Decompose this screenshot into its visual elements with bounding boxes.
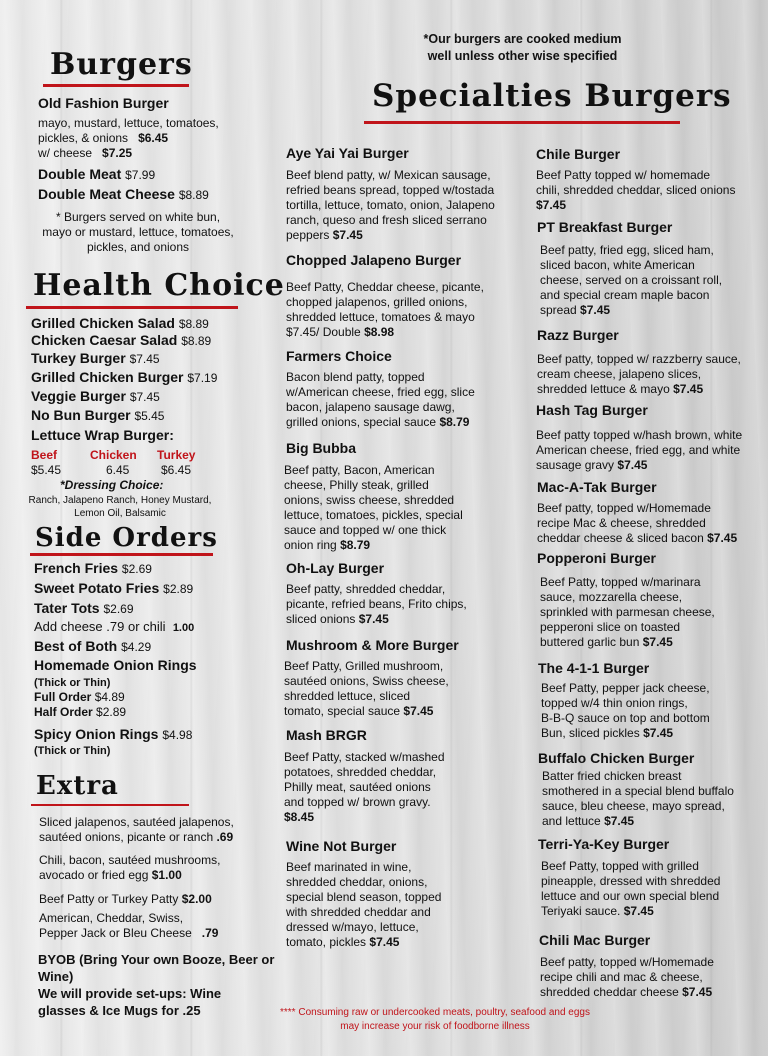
spicy-onion-sub: (Thick or Thin) bbox=[34, 745, 111, 757]
wrap-price-beef: $5.45 bbox=[31, 463, 62, 477]
dressing-options: Ranch, Jalapeno Ranch, Honey Mustard, Lemon Oil, Balsamic bbox=[28, 495, 212, 519]
specialty-description: Beef patty, Bacon, American cheese, Philly steak, grilled onions, swiss cheese, shredded lettuce, tomatoes, pickles, special sauce and topped w/ one thick onion ring $8.79 bbox=[284, 463, 463, 552]
extra-title: Extra bbox=[36, 771, 119, 801]
specialty-price: $7.45 bbox=[580, 303, 611, 317]
wrap-header-turkey: Turkey bbox=[157, 448, 196, 462]
spicy-onion-rings: Spicy Onion Rings $4.98 bbox=[34, 726, 193, 742]
specialties-underline bbox=[364, 121, 680, 124]
wrap-header-beef: Beef bbox=[31, 448, 58, 462]
specialty-price: $7.45 bbox=[536, 198, 567, 212]
specialty-name: Wine Not Burger bbox=[286, 838, 397, 854]
specialty-description: Beef patty, fried egg, sliced ham, sliced bacon, white American cheese, served on a croissant roll, and special cream maple bacon spread $7.45 bbox=[540, 243, 723, 317]
health-item: Grilled Chicken Burger $7.19 bbox=[31, 369, 218, 385]
specialty-description: Beef marinated in wine, shredded cheddar, onions, special blend season, topped with shredded cheddar and dressed w/mayo, lettuce, tomato, pickles $7.45 bbox=[286, 860, 442, 949]
specialty-name: Big Bubba bbox=[286, 440, 356, 456]
dressing-title: *Dressing Choice: bbox=[60, 478, 164, 492]
specialty-price: $7.45 bbox=[642, 635, 673, 649]
sweet-potato-fries: Sweet Potato Fries $2.89 bbox=[34, 580, 194, 596]
double-meat: Double Meat $7.99 bbox=[38, 166, 156, 182]
wrap-price-chicken: 6.45 bbox=[106, 463, 130, 477]
warning-line2: may increase your risk of foodborne illness bbox=[340, 1021, 530, 1032]
byob-note: BYOB (Bring Your own Booze, Beer or Wine) We will provide set-ups: Wine glasses & Ice Mugs for .25 bbox=[38, 952, 275, 1018]
specialty-description: Beef patty, topped w/Homemade recipe Mac & cheese, shredded cheddar cheese & sliced bacon $7.45 bbox=[537, 501, 738, 545]
health-item: Veggie Burger $7.45 bbox=[31, 388, 160, 404]
extra-jalapenos: Sliced jalapenos, sautéed jalapenos, sautéed onions, picante or ranch .69 bbox=[39, 815, 234, 844]
specialty-name: Aye Yai Yai Burger bbox=[286, 145, 409, 161]
specialty-description: Beef Patty, stacked w/mashed potatoes, shredded cheddar, Philly meat, sautéed onions and topped w/ brown gravy. $8.45 bbox=[284, 750, 445, 824]
tater-tots: Tater Tots $2.69 bbox=[34, 600, 134, 616]
onion-rings: Homemade Onion Rings bbox=[34, 657, 197, 673]
cook-note-line1: *Our burgers are cooked medium bbox=[423, 32, 622, 46]
specialty-name: Chile Burger bbox=[536, 146, 621, 162]
specialty-price: $7.45 bbox=[623, 904, 654, 918]
sides-underline bbox=[30, 553, 213, 556]
specialty-name: Mushroom & More Burger bbox=[286, 637, 459, 653]
specialty-description: Beef Patty topped w/ homemade chili, shredded cheddar, sliced onions $7.45 bbox=[536, 168, 736, 212]
specialty-description: Beef patty, topped w/ razzberry sauce, cream cheese, jalapeno slices, shredded lettuce & mayo $7.45 bbox=[537, 352, 741, 396]
wrap-price-turkey: $6.45 bbox=[161, 463, 192, 477]
specialty-description: Beef blend patty, w/ Mexican sausage, refried beans spread, topped w/tostada tortilla, lettuce, tomato, onion, Jalapeno ranch, queso and fresh sliced serrano peppers $7.45 bbox=[286, 168, 495, 242]
specialty-price: $7.45 bbox=[369, 935, 400, 949]
specialty-name: Mash BRGR bbox=[286, 727, 367, 743]
onion-rings-sub: (Thick or Thin) bbox=[34, 677, 111, 689]
health-underline bbox=[26, 306, 238, 309]
specialty-description: Beef Patty, Cheddar cheese, picante, chopped jalapenos, grilled onions, shredded lettuce, tomatoes & mayo $7.45/ Double $8.98 bbox=[286, 280, 484, 339]
add-cheese: Add cheese .79 or chili 1.00 bbox=[34, 619, 195, 634]
old-fashion-burger-name: Old Fashion Burger bbox=[38, 95, 169, 111]
specialty-name: Chili Mac Burger bbox=[539, 932, 651, 948]
specialty-name: PT Breakfast Burger bbox=[537, 219, 673, 235]
foodborne-warning bbox=[250, 1006, 620, 1034]
french-fries: French Fries $2.69 bbox=[34, 560, 152, 576]
specialty-description: Bacon blend patty, topped w/American cheese, fried egg, slice bacon, jalapeno sausage dawg, grilled onions, special sauce $8.79 bbox=[286, 370, 475, 429]
extra-chili: Chili, bacon, sautéed mushrooms, avocado or fried egg $1.00 bbox=[39, 853, 221, 882]
warning-line1: **** Consuming raw or undercooked meats, poultry, seafood and eggs bbox=[280, 1007, 590, 1018]
specialty-price: $8.98 bbox=[364, 325, 395, 339]
specialty-name: Terri-Ya-Key Burger bbox=[538, 836, 670, 852]
onion-half-order: Half Order $2.89 bbox=[34, 705, 127, 719]
specialty-price: $7.45 bbox=[604, 814, 635, 828]
specialty-name: Chopped Jalapeno Burger bbox=[286, 252, 462, 268]
double-meat-cheese: Double Meat Cheese $8.89 bbox=[38, 186, 209, 202]
specialty-name: Hash Tag Burger bbox=[536, 402, 648, 418]
specialty-description: Batter fried chicken breast smothered in a special blend buffalo sauce, bleu cheese, mayo spread, and lettuce $7.45 bbox=[542, 769, 734, 828]
health-choice-title: Health Choice bbox=[33, 268, 285, 303]
specialty-name: Razz Burger bbox=[537, 327, 619, 343]
specialty-description: Beef Patty, topped w/marinara sauce, mozzarella cheese, sprinkled with parmesan cheese, pepperoni slice on toasted buttered garlic bun $7.45 bbox=[540, 575, 715, 649]
burgers-title: Burgers bbox=[50, 47, 193, 82]
extra-patty: Beef Patty or Turkey Patty $2.00 bbox=[39, 892, 212, 906]
best-of-both: Best of Both $4.29 bbox=[34, 638, 152, 654]
health-item: No Bun Burger $5.45 bbox=[31, 407, 165, 423]
specialty-description: Beef Patty, Grilled mushroom, sautéed onions, Swiss cheese, shredded lettuce, sliced tomato, special sauce $7.45 bbox=[284, 659, 449, 718]
cook-note-line2: well unless other wise specified bbox=[427, 49, 618, 63]
wrap-header-chicken: Chicken bbox=[90, 448, 137, 462]
specialty-name: Farmers Choice bbox=[286, 348, 392, 364]
burgers-note: * Burgers served on white bun, mayo or mustard, lettuce, tomatoes, pickles, and onions bbox=[42, 210, 234, 254]
specialty-description: Beef Patty, pepper jack cheese, topped w/4 thin onion rings, B-B-Q sauce on top and bottom Bun, sliced pickles $7.45 bbox=[541, 681, 710, 740]
specialty-price: $7.45 bbox=[673, 382, 704, 396]
specialty-price: $8.79 bbox=[340, 538, 371, 552]
specialty-price: $7.45 bbox=[617, 458, 648, 472]
specialty-name: Mac-A-Tak Burger bbox=[537, 479, 657, 495]
health-item: Chicken Caesar Salad $8.89 bbox=[31, 332, 212, 348]
specialty-description: Beef patty topped w/hash brown, white American cheese, fried egg, and white sausage gravy $7.45 bbox=[536, 428, 743, 472]
cook-note bbox=[400, 31, 645, 65]
specialties-title: Specialties Burgers bbox=[372, 78, 732, 114]
specialty-price: $7.45 bbox=[682, 985, 713, 999]
specialty-name: Popperoni Burger bbox=[537, 550, 657, 566]
specialty-description: Beef patty, topped w/Homemade recipe chili and mac & cheese, shredded cheddar cheese $7.45 bbox=[540, 955, 714, 999]
health-item: Turkey Burger $7.45 bbox=[31, 350, 160, 366]
health-item: Grilled Chicken Salad $8.89 bbox=[31, 315, 209, 331]
side-orders-title: Side Orders bbox=[35, 523, 218, 553]
lettuce-wrap-title: Lettuce Wrap Burger: bbox=[31, 427, 174, 443]
specialty-price: $7.45 bbox=[403, 704, 434, 718]
extra-cheese: American, Cheddar, Swiss, Pepper Jack or Bleu Cheese .79 bbox=[39, 911, 219, 940]
specialty-name: Buffalo Chicken Burger bbox=[538, 750, 695, 766]
specialty-price: $7.45 bbox=[358, 612, 389, 626]
specialty-price: $8.45 bbox=[284, 810, 315, 824]
specialty-price: $7.45 bbox=[332, 228, 363, 242]
specialty-name: Oh-Lay Burger bbox=[286, 560, 385, 576]
specialty-name: The 4-1-1 Burger bbox=[538, 660, 650, 676]
specialty-price: $8.79 bbox=[439, 415, 470, 429]
specialty-price: $7.45 bbox=[643, 726, 674, 740]
old-fashion-burger-desc: mayo, mustard, lettuce, tomatoes, pickles, & onions $6.45 w/ cheese $7.25 bbox=[38, 116, 219, 160]
extra-underline bbox=[31, 804, 189, 806]
burgers-underline bbox=[43, 84, 189, 87]
specialty-price: $7.45 bbox=[707, 531, 738, 545]
specialty-description: Beef patty, shredded cheddar, picante, refried beans, Frito chips, sliced onions $7.45 bbox=[286, 582, 467, 626]
onion-full-order: Full Order $4.89 bbox=[34, 690, 125, 704]
specialty-description: Beef Patty, topped with grilled pineapple, dressed with shredded lettuce and our own special blend Teriyaki sauce. $7.45 bbox=[541, 859, 721, 918]
